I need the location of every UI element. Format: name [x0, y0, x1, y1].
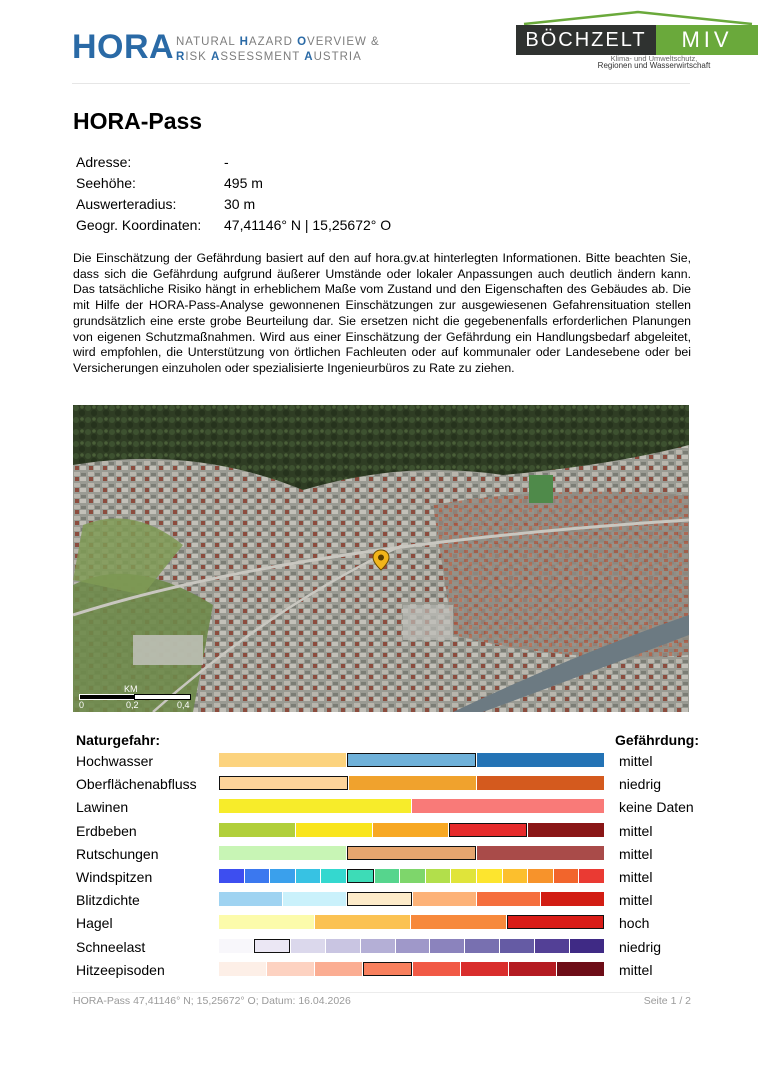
- hazard-scale-segment: [373, 823, 449, 837]
- hazard-scale-segment: [349, 776, 476, 790]
- page-title: HORA-Pass: [73, 108, 203, 134]
- partner-logo: [514, 8, 758, 72]
- hazard-row: [0, 843, 764, 866]
- hazard-name: Hagel: [76, 915, 113, 932]
- partner-name-left: BÖCHZELT: [516, 25, 656, 55]
- info-value: 30 m: [224, 196, 256, 212]
- hazard-level: mittel: [619, 892, 653, 909]
- location-pin-icon: [371, 549, 391, 571]
- hazard-row: [0, 889, 764, 912]
- hazard-scale-segment-selected: [347, 869, 374, 883]
- hazard-color-scale: [219, 962, 604, 976]
- hazard-scale-segment: [326, 939, 360, 953]
- hazard-scale-segment-selected: [347, 892, 412, 906]
- location-info-table: [76, 152, 391, 236]
- partner-logo-roof-icon: [522, 10, 754, 26]
- hazard-scale-segment: [412, 799, 604, 813]
- hazard-name: Blitzdichte: [76, 892, 140, 909]
- info-label: Adresse:: [76, 154, 132, 170]
- hazard-name: Lawinen: [76, 799, 129, 816]
- map-scale-bar: [79, 684, 191, 711]
- hazard-scale-segment: [413, 962, 460, 976]
- hazard-scale-segment: [315, 915, 410, 929]
- hazard-row: [0, 866, 764, 889]
- scale-tick-0: 0: [79, 700, 85, 710]
- info-label: Geogr. Koordinaten:: [76, 217, 202, 233]
- danger-column-header: Gefährdung:: [615, 732, 699, 748]
- hazard-color-scale: [219, 846, 604, 860]
- partner-tagline-1: Klima- und Umweltschutz,: [610, 54, 698, 63]
- hazard-scale-segment: [535, 939, 569, 953]
- info-row: [76, 194, 391, 215]
- partner-tagline-2: Regionen und Wasserwirtschaft: [597, 61, 711, 70]
- hazard-scale-segment: [430, 939, 464, 953]
- footer-divider: [72, 992, 690, 993]
- info-value: 47,41146° N | 15,25672° O: [224, 217, 392, 233]
- hazard-scale-segment: [219, 869, 244, 883]
- header-divider: [72, 83, 690, 84]
- hazard-scale-segment: [509, 962, 556, 976]
- hazard-level: niedrig: [619, 938, 662, 955]
- hazard-scale-segment: [375, 869, 400, 883]
- hazard-color-scale: [219, 753, 604, 767]
- hazard-name: Rutschungen: [76, 845, 159, 862]
- hazard-level: hoch: [619, 915, 650, 932]
- hazard-scale-segment: [361, 939, 395, 953]
- hazard-scale-segment: [477, 869, 502, 883]
- hazard-name: Oberflächenabfluss: [76, 776, 197, 793]
- hazard-level: mittel: [619, 753, 653, 769]
- hazard-name: Hitzeepisoden: [76, 961, 165, 978]
- hazard-level: mittel: [619, 961, 653, 978]
- scale-tick-2: 0,4: [177, 700, 190, 710]
- hazard-scale-segment: [396, 939, 430, 953]
- hazard-row: [0, 959, 764, 982]
- hazard-scale-segment-selected: [347, 753, 476, 767]
- hazard-scale-segment: [267, 962, 314, 976]
- hazard-scale-segment: [411, 915, 506, 929]
- hazard-scale-segment-selected: [363, 962, 412, 976]
- hazard-scale-segment: [283, 892, 346, 906]
- hazard-scale-segment: [541, 892, 604, 906]
- scale-unit: KM: [124, 684, 138, 694]
- scale-tick-1: 0,2: [126, 700, 139, 710]
- hazard-scale-segment-selected: [347, 846, 476, 860]
- footer-page-number: Seite 1 / 2: [643, 995, 691, 1007]
- hazard-scale-segment: [219, 799, 411, 813]
- hazard-scale-segment: [321, 869, 346, 883]
- hazard-name: Windspitzen: [76, 869, 153, 885]
- hazard-scale-segment: [557, 962, 604, 976]
- hazard-column-header: Naturgefahr:: [76, 732, 161, 748]
- hazard-color-scale: [219, 892, 604, 906]
- hazard-row: [0, 912, 764, 935]
- page-header: [0, 0, 764, 84]
- hazard-level: mittel: [619, 869, 653, 885]
- hazard-scale-segment: [465, 939, 499, 953]
- hazard-color-scale: [219, 869, 604, 883]
- hazard-level: keine Daten: [619, 799, 694, 816]
- hazard-name: Erdbeben: [76, 822, 137, 839]
- hazard-scale-segment: [570, 939, 604, 953]
- footer-coordinates-date: HORA-Pass 47,41146° N; 15,25672° O; Datum: 16.04.2026: [73, 995, 351, 1007]
- hazard-row: [0, 796, 764, 819]
- hazard-name: Schneelast: [76, 938, 146, 955]
- info-row: [76, 152, 391, 173]
- hazard-scale-segment: [291, 939, 325, 953]
- hora-subtitle-line1: NATURAL HAZARD OVERVIEW &: [176, 36, 380, 48]
- hora-subtitle-line2: RISK ASSESSMENT AUSTRIA: [176, 51, 362, 63]
- hazard-row: [0, 820, 764, 843]
- info-row: [76, 173, 391, 194]
- hazard-scale-segment: [315, 962, 362, 976]
- hazard-scale-segment: [500, 939, 534, 953]
- hazard-color-scale: [219, 799, 604, 813]
- hazard-scale-segment: [219, 823, 295, 837]
- hazard-scale-segment: [219, 915, 314, 929]
- info-label: Auswerteradius:: [76, 196, 177, 212]
- info-value: -: [224, 154, 229, 170]
- hazard-scale-segment: [477, 846, 604, 860]
- hazard-level: niedrig: [619, 776, 662, 793]
- info-row: [76, 215, 391, 236]
- hazard-scale-segment: [400, 869, 425, 883]
- hazard-scale-segment: [461, 962, 508, 976]
- hazard-scale-segment: [245, 869, 270, 883]
- hazard-name: Hochwasser: [76, 753, 154, 769]
- hora-subtitle: [176, 35, 380, 65]
- hazard-scale-segment: [554, 869, 579, 883]
- hazard-scale-segment: [219, 846, 346, 860]
- hazard-scale-segment: [296, 869, 321, 883]
- hazard-scale-segment: [528, 823, 604, 837]
- hazard-scale-segment: [270, 869, 295, 883]
- hazard-scale-segment: [477, 776, 604, 790]
- hazard-scale-segment: [579, 869, 604, 883]
- hazard-color-scale: [219, 939, 604, 953]
- hazard-scale-segment: [296, 823, 372, 837]
- info-label: Seehöhe:: [76, 175, 136, 191]
- hazard-scale-segment: [451, 869, 476, 883]
- hazard-scale-segment: [426, 869, 451, 883]
- hazard-scale-segment: [503, 869, 528, 883]
- hazard-scale-segment-selected: [219, 776, 348, 790]
- hazard-color-scale: [219, 776, 604, 790]
- disclaimer-text: Die Einschätzung der Gefährdung basiert auf den auf hora.gv.at hinterlegten Informationen. Bitte beachten Sie, dass sich die Gefährdung aufgrund äußerer Umstände oder lokaler Anpassungen auch deutlich ändern kann. Das tatsächliche Risiko hängt in erheblichem Maße vom Zustand und den Eigenschaften des Gebäudes ab. Die mit Hilfe der HORA-Pass-Analyse gewonnenen Einschätzungen zur ausgewiesenen Gefahrensituation stellen grundsätzlich eine erste grobe Beurteilung dar. Sie ersetzen nicht die gegebenenfalls erforderlichen Planungen von eigenen Schutzmaßnahmen. Wird aus einer Einschätzung der Gefährdung ein Handlungsbedarf abgeleitet, wird empfohlen, die Unterstützung von örtlichen Fachleuten oder auf kommunaler oder Landesebene oder bei Versicherungen einzuholen oder spezialisierte Ingenieurbüros zu Rate zu ziehen.: [73, 251, 691, 375]
- hazard-scale-segment: [413, 892, 476, 906]
- hazard-scale-segment: [477, 892, 540, 906]
- hazard-level: mittel: [619, 822, 653, 839]
- hazard-level: mittel: [619, 845, 653, 862]
- hazard-scale-segment-selected: [449, 823, 527, 837]
- hazard-scale-segment-selected: [507, 915, 604, 929]
- hazard-color-scale: [219, 915, 604, 929]
- hazard-scale-segment-selected: [254, 939, 290, 953]
- info-value: 495 m: [224, 175, 263, 191]
- hazard-row: [0, 750, 764, 773]
- hazard-row: [0, 936, 764, 959]
- partner-name-right: MIV: [656, 25, 758, 55]
- hazard-scale-segment: [219, 753, 346, 767]
- hora-logo: HORA: [72, 28, 175, 66]
- hazard-scale-segment: [477, 753, 604, 767]
- hazard-scale-segment: [219, 892, 282, 906]
- partner-logo-box: [516, 25, 758, 55]
- aerial-map[interactable]: [73, 405, 689, 712]
- hazard-scale-segment: [528, 869, 553, 883]
- hazard-color-scale: [219, 823, 604, 837]
- hazard-scale-segment: [219, 939, 253, 953]
- hazard-scale-segment: [219, 962, 266, 976]
- hazard-row: [0, 773, 764, 796]
